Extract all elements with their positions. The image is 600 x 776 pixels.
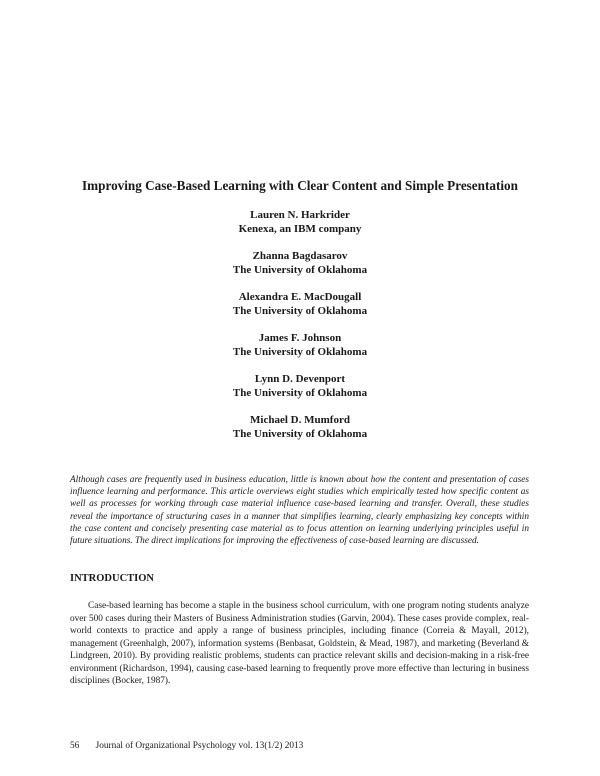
author-list	[100, 208, 500, 454]
author-name: Michael D. Mumford	[250, 414, 350, 426]
author-block	[100, 413, 500, 454]
author-block	[100, 372, 500, 413]
author-block	[100, 290, 500, 331]
author-name: James F. Johnson	[258, 332, 342, 344]
section-heading: INTRODUCTION	[70, 573, 155, 584]
author-block	[100, 208, 500, 249]
author-affiliation: The University of Oklahoma	[232, 264, 368, 276]
author-name: Lynn D. Devenport	[254, 373, 346, 385]
author-name: Lauren N. Harkrider	[250, 209, 350, 221]
author-name: Zhanna Bagdasarov	[252, 250, 348, 262]
author-affiliation: The University of Oklahoma	[232, 387, 368, 399]
author-block	[100, 331, 500, 372]
author-affiliation: The University of Oklahoma	[232, 346, 368, 358]
page-footer	[70, 740, 303, 752]
author-affiliation: Kenexa, an IBM company	[238, 223, 362, 235]
author-affiliation: The University of Oklahoma	[232, 305, 368, 317]
paper-title: Improving Case-Based Learning with Clear Content and Simple Presentation	[82, 178, 518, 193]
author-block	[100, 249, 500, 290]
intro-paragraph: Case-based learning has become a staple in the business school curriculum, with one program noting students analyze over 500 cases during their Masters of Business Administration studies (Garvin, 2004). These cases provide complex, real-world contexts to practice and apply a range of business principles, including finance (Correia & Mayall, 2012), management (Greenhalgh, 2007), information systems (Benbasat, Goldstein, & Mead, 1987), and marketing (Beverland & Lindgreen, 2010). By providing realistic problems, students can practice relevant skills and decision-making in a risk-free environment (Richardson, 1994), causing case-based learning to frequently prove more effective than lecturing in business disciplines (Bocker, 1987).	[70, 601, 529, 686]
abstract: Although cases are frequently used in business education, little is known about how the content and presentation of cases influence learning and performance. This article overviews eight studies which empirically tested how specific content as well as processes for working through case material influence case-based learning and transfer. Overall, these studies reveal the importance of structuring cases in a manner that simplifies learning, clearly emphasizing key concepts within the case content and concisely presenting case material as to focus attention on learning underlying principles useful in future situations. The direct implications for improving the effectiveness of case-based learning are discussed.	[70, 475, 529, 547]
page-number: 56	[70, 741, 80, 751]
author-name: Alexandra E. MacDougall	[238, 291, 362, 303]
journal-citation: Journal of Organizational Psychology vol. 13(1/2) 2013	[95, 741, 304, 751]
author-affiliation: The University of Oklahoma	[232, 428, 368, 440]
